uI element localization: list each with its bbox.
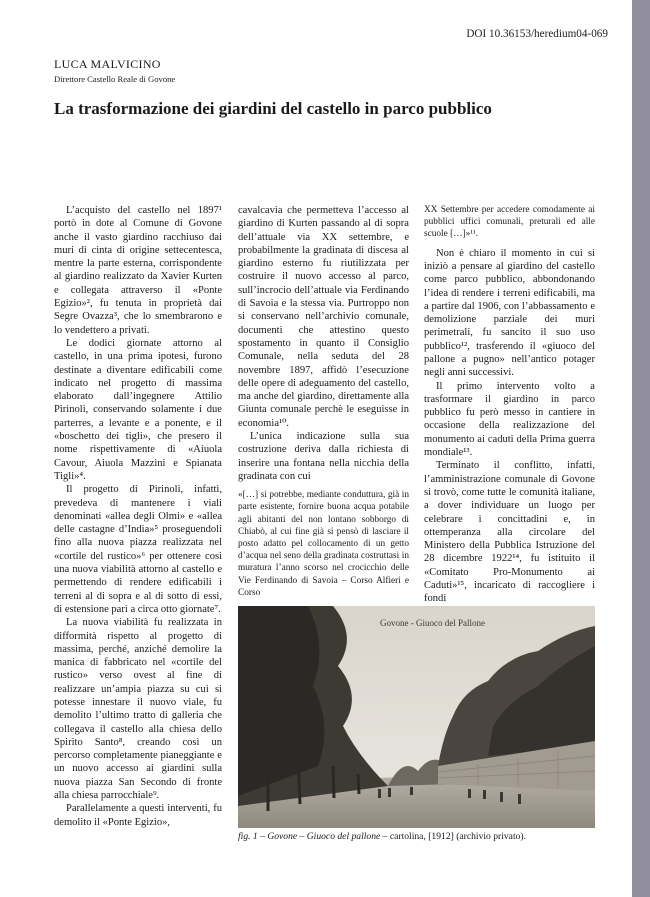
article-title: La trasformazione dei giardini del castello in parco pubblico [54,99,492,118]
author-name: LUCA MALVICINO [54,57,161,71]
block-quote: XX Settembre per accedere comodamente ai pubblici uffici comunali, preturali ed alle scuole […]»¹¹. [424,205,595,240]
author-affiliation: Direttore Castello Reale di Govone [54,74,176,84]
figure-caption [238,831,598,842]
doi-label: DOI 10.36153/heredium04-069 [466,28,608,40]
paragraph: Parallelamente a questi interventi, fu demolito il «Ponte Egizio», [54,803,222,828]
caption-title: fig. 1 – Govone – Giuoco del pallone [238,831,381,842]
paragraph: Terminato il conflitto, infatti, l’amministrazione comunale di Govone si trovò, come tutte le comunità italiane, a dover individuare un luogo per celebrare i concittadini e, in ottemperanza alla circolare del Ministero della Pubblica Istruzione del 28 dicembre 1922¹⁴, fu istituito il «Comitato Pro-Monumento ai Caduti»¹⁵, incaricato di raccogliere i fondi [424,460,595,605]
paragraph: La nuova viabilità fu realizzata in difformità rispetto al progetto di massima, perché, anziché demolire la manica di fabbricato nel «cortile del rustico» verso ovest al fine di realizzare un’ampia piazza su cui si potesse innestare il nuovo viale, fu demolito l’ultimo tratto di galleria che collegava il castello alla chiesa dello Spirito Santo⁸, creando così un percorso completamente pianeggiante e un nuovo accesso ai giardini sulla nuova piazza San Secondo di fronte alla chiesa parrocchiale⁹. [54,617,222,802]
paragraph: Non è chiaro il momento in cui si iniziò a pensare al giardino del castello come parco pubblico, abbondonando l’idea di rendere i terreni edificabili, ma a partire dal 1906, con l’abbassamento e demolizione parziale dei muri perimetrali, fu sancito il suo uso pubblico¹², trasferendo il «giuoco del pallone a pugno» nell’antico potager negli anni successivi. [424,247,595,379]
text-column-3 [424,204,595,606]
postcard-caption-text: Govone - Giuoco del Pallone [380,618,485,628]
paragraph: Il primo intervento volto a trasformare il giardino in parco pubblico fu però messo in cantiere in occasione della realizzazione del monumento ai caduti della Prima guerra mondiale¹³. [424,380,595,459]
text-column-1 [54,204,222,829]
block-quote: «[…] si potrebbe, mediante conduttura, già in parte esistente, fornire buona acqua potabile agli abitanti del non lontano sobborgo di Chiabò, al cui fine già si pensò di lasciare il posto adatto pel collocamento di un getto d’acqua nel seno della gradinata costruttasi in muratura l’anno scorso nel crocicchio delle Vie Ferdinando di Savoia – Corso Alfieri e Corso [238,490,409,598]
side-color-bar [632,0,650,897]
text-column-2 [238,204,409,599]
paragraph: Le dodici giornate attorno al castello, in una prima ipotesi, furono destinate a diventare edificabili come indicato nel progetto di massima elaborato dall’ingegnere Attilio Pirinoli, conservando solamente i due parterres, a levante e a ponente, e il «boschetto dei tigli», che presero il nome rispettivamente di «Aiuola Cavour, Aiuola Mazzini e Spianata Tigli»⁴. [54,337,222,482]
paragraph: L’unica indicazione sulla sua costruzione deriva dalla richiesta di inserire una fontana nella nicchia della gradinata con cui [238,431,409,482]
paragraph: Il progetto di Pirinoli, infatti, prevedeva di mantenere i viali denominati «allea degli Olmi» e «allea delle castagne d’India»⁵ proseguendoli fino alla nuova piazza realizzata nel «cortile del rustico»⁶ per ottenere così una nuova viabilità attorno al castello e permettendo di rendere edificabili i terreni al di sopra e al di sotto di essi, di estensione pari a circa otto giornate⁷. [54,484,222,615]
paragraph: cavalcavia che permetteva l’accesso al giardino di Kurten passando al di sopra dell’attuale via XX settembre, e probabilmente la gradinata di discesa al giardino esterno fu riutilizzata per costruire il nuovo accesso al parco, sull’incrocio dell’attuale via Ferdinando di Savoia e la stessa via. Purtroppo non si conservano nell’archivio comunale, documenti che attestino questo spostamento in quanto il Consiglio Comunale, nella seduta del 28 novembre 1897, affidò l’esecuzione delle opere di adeguamento del castello, ma anche del giardino, direttamente alla Giunta comunale perchè le eseguisse in economia¹⁰. [238,205,409,429]
paragraph: L’acquisto del castello nel 1897¹ portò in dote al Comune di Govone anche il vasto giardino racchiuso dai muri di cinta di origine settecentesca, mentre la parte esterna, corrispondente al giardino realizzato da Xavier Kurten e collegata attraverso il «Ponte Egizio»², fu tenuta in proprietà dai Segre Ovazza³, che lo smembrarono e lo vendettero a privati. [54,205,222,336]
caption-detail: – cartolina, [1912] (archivio privato). [380,831,527,842]
postcard-photo [238,606,595,828]
